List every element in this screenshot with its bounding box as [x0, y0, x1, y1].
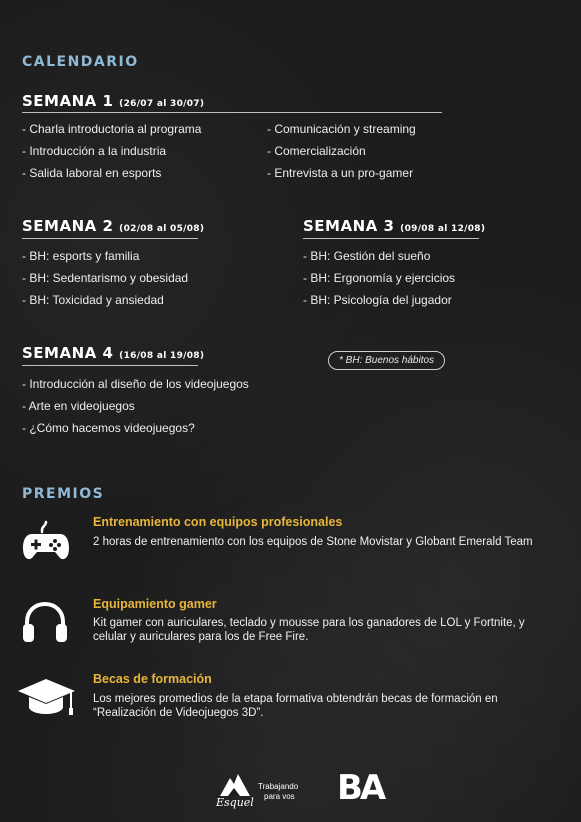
gamepad-icon — [22, 520, 70, 562]
prize-1-description: 2 horas de entrenamiento con los equipos de Stone Movistar y Globant Emerald Team — [93, 536, 533, 548]
week-1-title — [22, 92, 204, 110]
list-item: - BH: Psicología del jugador — [303, 293, 452, 307]
list-item: - Introducción a la industria — [22, 144, 167, 158]
bh-note-badge: * BH: Buenos hábitos — [328, 351, 445, 370]
headphones-icon — [22, 600, 68, 644]
graduation-cap-icon — [17, 676, 77, 718]
esquel-logo-name: Esquel — [216, 796, 254, 809]
list-item: - Comunicación y streaming — [267, 122, 416, 136]
list-item: - Introducción al diseño de los videojuegos — [22, 377, 249, 391]
list-item: - Charla introductoria al programa — [22, 122, 202, 136]
prize-3-title: Becas de formación — [93, 672, 212, 686]
week-2-label: SEMANA 2 — [22, 217, 114, 235]
week-1-list-left — [22, 118, 201, 184]
prize-3-description: Los mejores promedios de la etapa formativa obtendrán becas de formación en “Realización de Videojuegos 3D”. — [93, 693, 498, 719]
esquel-tagline-2: para vos — [264, 792, 295, 801]
week-4-title — [22, 344, 204, 362]
week-2-list — [22, 245, 188, 311]
esquel-tagline-1: Trabajando — [258, 782, 299, 791]
list-item: - BH: Gestión del sueño — [303, 249, 431, 263]
prizes-title: PREMIOS — [22, 486, 105, 502]
week-3-dates: (09/08 al 12/08) — [400, 224, 486, 234]
week-1-dates: (26/07 al 30/07) — [119, 99, 205, 109]
week-3-title — [303, 217, 485, 235]
week-4-list — [22, 373, 249, 439]
prize-1-title: Entrenamiento con equipos profesionales — [93, 515, 343, 529]
list-item: - BH: esports y familia — [22, 249, 140, 263]
list-item: - BH: Sedentarismo y obesidad — [22, 271, 189, 285]
week-1-divider — [22, 112, 442, 113]
week-3-divider — [303, 238, 479, 239]
week-1-label: SEMANA 1 — [22, 92, 114, 110]
week-3-label: SEMANA 3 — [303, 217, 395, 235]
prize-2-description: Kit gamer con auriculares, teclado y mousse para los ganadores de LOL y Fortnite, y celular y auriculares para los de Free Fire. — [93, 617, 525, 643]
week-4-divider — [22, 365, 198, 366]
week-2-divider — [22, 238, 198, 239]
list-item: - Salida laboral en esports — [22, 166, 162, 180]
calendar-title: CALENDARIO — [22, 54, 139, 70]
list-item: - BH: Toxicidad y ansiedad — [22, 293, 164, 307]
week-2-title — [22, 217, 204, 235]
ba-logo: BA — [337, 768, 384, 808]
list-item: - ¿Cómo hacemos videojuegos? — [22, 421, 195, 435]
prize-2-title: Equipamiento gamer — [93, 597, 217, 611]
week-3-list — [303, 245, 455, 311]
list-item: - Comercialización — [267, 144, 366, 158]
list-item: - Arte en videojuegos — [22, 399, 135, 413]
week-4-dates: (16/08 al 19/08) — [119, 351, 205, 361]
list-item: - BH: Ergonomía y ejercicios — [303, 271, 456, 285]
week-2-dates: (02/08 al 05/08) — [119, 224, 205, 234]
week-1-list-right — [267, 118, 416, 184]
week-4-label: SEMANA 4 — [22, 344, 114, 362]
esquel-logo — [216, 770, 311, 810]
list-item: - Entrevista a un pro-gamer — [267, 166, 414, 180]
